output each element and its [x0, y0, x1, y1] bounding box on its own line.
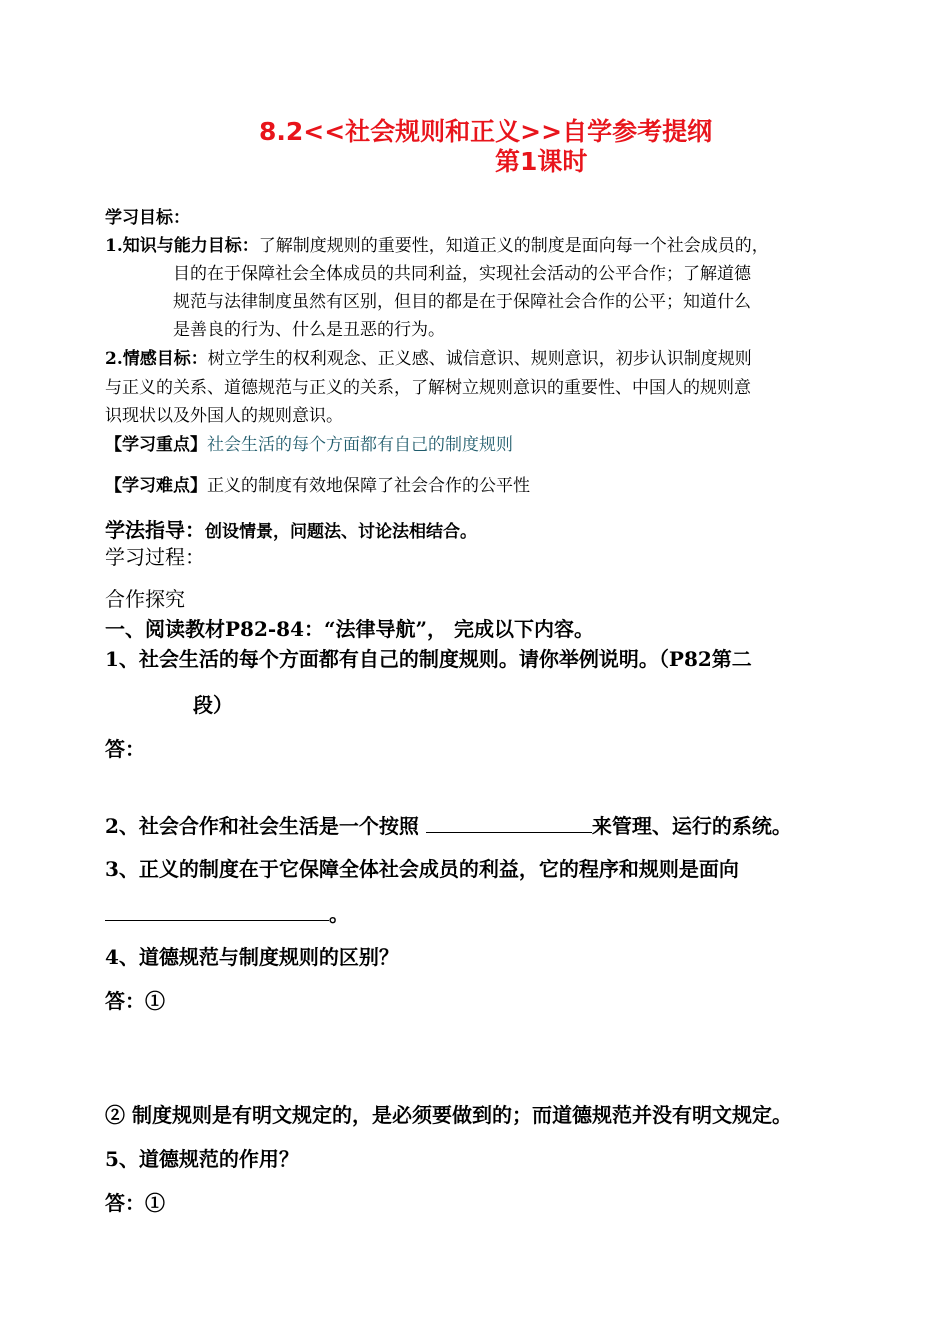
question-3-blank[interactable]: [105, 919, 329, 921]
method-label: 学法指导：: [105, 518, 205, 542]
emotion-objective-line2: 与正义的关系、道德规范与正义的关系，了解树立规则意识的重要性、中国人的规则意: [105, 378, 751, 398]
question-3-line2: [105, 898, 349, 927]
question-5: 5、道德规范的作用？: [105, 1147, 299, 1171]
emotion-objective-text: 树立学生的权利观念、正义感、诚信意识、规则意识，初步认识制度规则: [207, 349, 752, 369]
question-2: [105, 810, 792, 839]
question-4-answer: 答：①: [105, 989, 165, 1013]
method-text: 创设情景，问题法、讨论法相结合。: [205, 522, 477, 542]
page-title: 8.2<<社会规则和正义>>自学参考提纲: [259, 117, 713, 146]
difficulty-label: 【学习难点】: [105, 476, 207, 496]
question-3-end: 。: [329, 902, 349, 926]
emotion-objective-label: 2.情感目标：: [105, 349, 208, 369]
question-1-answer-label: 答：: [105, 737, 145, 761]
knowledge-objective-line2: 目的在于保障社会全体成员的共同利益，实现社会活动的公平合作；了解道德: [173, 264, 751, 284]
question-1-line2: 段）: [193, 693, 233, 717]
knowledge-objective-line3: 规范与法律制度虽然有区别，但目的都是在于保障社会合作的公平；知道什么: [173, 292, 751, 312]
difficulty: [105, 471, 530, 496]
question-5-answer: 答：①: [105, 1191, 165, 1215]
question-3-line1: 3、正义的制度在于它保障全体社会成员的利益，它的程序和规则是面向: [105, 857, 739, 881]
emotion-objective-line3: 识现状以及外国人的规则意识。: [105, 406, 343, 426]
knowledge-objective-line4: 是善良的行为、什么是丑恶的行为。: [173, 320, 445, 340]
question-2-text-end: 来管理、运行的系统。: [591, 814, 792, 838]
objectives-heading: 学习目标：: [105, 208, 190, 228]
lesson-subtitle: 第1课时: [495, 147, 588, 176]
question-2-blank[interactable]: [426, 831, 592, 833]
section-heading: 合作探究: [105, 587, 185, 611]
question-4-point-2: ② 制度规则是有明文规定的，是必须要做到的；而道德规范并没有明文规定。: [105, 1103, 792, 1127]
knowledge-objective-text: 了解制度规则的重要性，知道正义的制度是面向每一个社会成员的，: [258, 236, 769, 256]
difficulty-text: 正义的制度有效地保障了社会合作的公平性: [207, 476, 530, 496]
question-4: 4、道德规范与制度规则的区别？: [105, 945, 399, 969]
emotion-objective-line1: [105, 344, 752, 369]
method-guidance: [105, 514, 477, 543]
process-heading: 学习过程：: [105, 545, 205, 569]
question-2-text: 2、社会合作和社会生活是一个按照: [105, 814, 426, 838]
key-point-text: 社会生活的每个方面都有自己的制度规则: [207, 435, 513, 455]
knowledge-objective-line1: [105, 231, 769, 256]
key-point: [105, 430, 513, 455]
question-1-line1: 1、社会生活的每个方面都有自己的制度规则。请你举例说明。（P82第二: [105, 647, 752, 671]
knowledge-objective-label: 1.知识与能力目标：: [105, 236, 259, 256]
reading-task: 一、阅读教材P82-84：“法律导航”， 完成以下内容。: [105, 617, 594, 641]
key-point-label: 【学习重点】: [105, 435, 207, 455]
